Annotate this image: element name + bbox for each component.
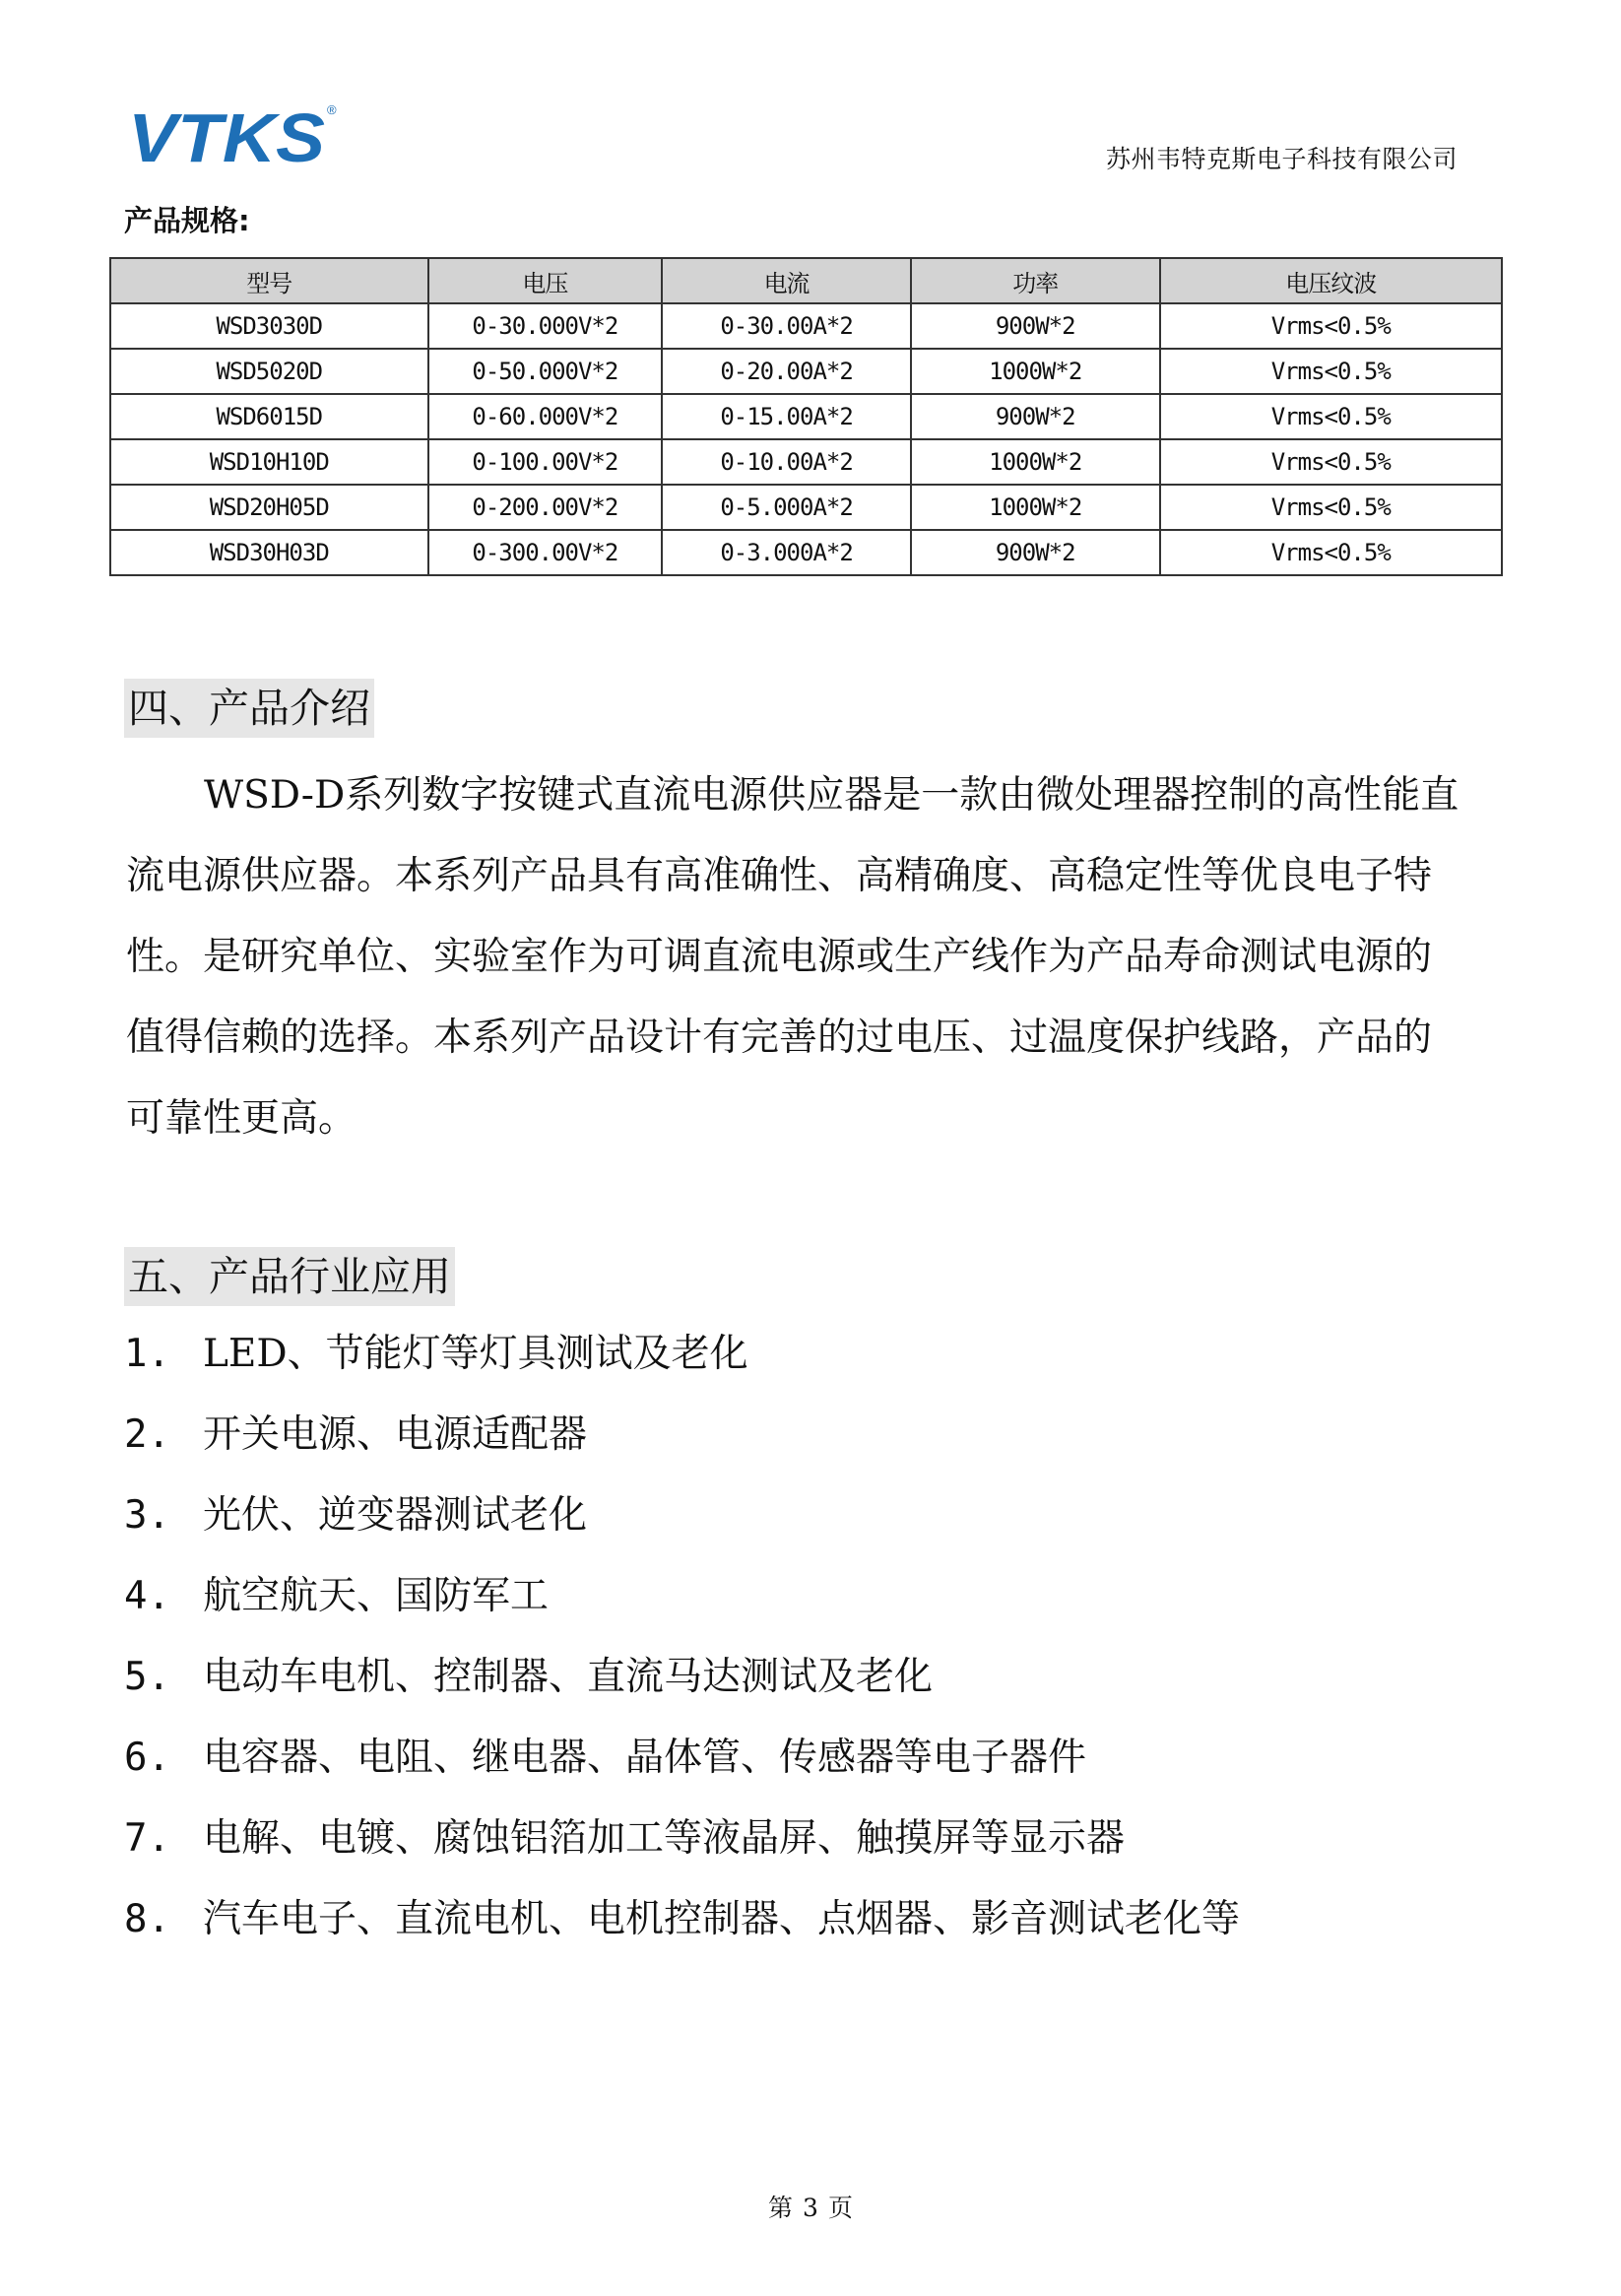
spec-table — [109, 257, 1503, 576]
cell-ripple: Vrms<0.5% — [1160, 530, 1502, 575]
cell-model: WSD5020D — [110, 349, 428, 394]
page-footer — [0, 2189, 1621, 2224]
item-number: 6. — [124, 1736, 170, 1780]
col-voltage: 电压 — [428, 258, 663, 303]
cell-voltage: 0-60.000V*2 — [428, 394, 663, 439]
item-text: 开关电源、电源适配器 — [203, 1412, 588, 1457]
applications-list — [124, 1322, 1240, 1968]
applications-heading: 五、产品行业应用 — [124, 1247, 455, 1306]
cell-current: 0-15.00A*2 — [662, 394, 911, 439]
cell-model: WSD10H10D — [110, 439, 428, 485]
list-item — [124, 1726, 1240, 1806]
company-name: 苏州韦特克斯电子科技有限公司 — [1105, 145, 1458, 173]
cell-power: 1000W*2 — [911, 485, 1160, 530]
cell-model: WSD30H03D — [110, 530, 428, 575]
cell-power: 900W*2 — [911, 394, 1160, 439]
vtks-logo — [126, 100, 343, 169]
footer-prefix: 第 — [768, 2194, 794, 2222]
col-ripple: 电压纹波 — [1160, 258, 1502, 303]
cell-current: 0-5.000A*2 — [662, 485, 911, 530]
cell-current: 0-20.00A*2 — [662, 349, 911, 394]
col-model: 型号 — [110, 258, 428, 303]
page-number: 3 — [803, 2194, 818, 2222]
list-item — [124, 1806, 1240, 1887]
item-text: 航空航天、国防军工 — [203, 1574, 550, 1618]
col-power: 功率 — [911, 258, 1160, 303]
cell-ripple: Vrms<0.5% — [1160, 394, 1502, 439]
item-number: 5. — [124, 1655, 170, 1699]
item-number: 7. — [124, 1816, 170, 1861]
cell-voltage: 0-100.00V*2 — [428, 439, 663, 485]
intro-text: WSD-D系列数字按键式直流电源供应器是一款由微处理器控制的高性能直流电源供应器。本系列产品具有高准确性、高精确度、高稳定性等优良电子特性。是研究单位、实验室作为可调直流电源或生产线作为产品寿命测试电源的值得信赖的选择。本系列产品设计有完善的过电压、过温度保护线路，产品的可靠性更高。 — [126, 773, 1459, 1141]
cell-ripple: Vrms<0.5% — [1160, 485, 1502, 530]
list-item — [124, 1564, 1240, 1645]
table-row — [110, 303, 1502, 349]
cell-voltage: 0-300.00V*2 — [428, 530, 663, 575]
spec-title: 产品规格: — [124, 204, 250, 237]
item-text: LED、节能灯等灯具测试及老化 — [203, 1332, 748, 1376]
item-number: 8. — [124, 1897, 170, 1941]
col-current: 电流 — [662, 258, 911, 303]
list-item — [124, 1483, 1240, 1564]
cell-voltage: 0-30.000V*2 — [428, 303, 663, 349]
table-row — [110, 485, 1502, 530]
cell-voltage: 0-200.00V*2 — [428, 485, 663, 530]
item-number: 3. — [124, 1493, 170, 1538]
item-text: 电动车电机、控制器、直流马达测试及老化 — [203, 1655, 934, 1699]
registered-mark: ® — [327, 102, 337, 117]
intro-paragraph — [126, 755, 1465, 1159]
cell-power: 900W*2 — [911, 530, 1160, 575]
cell-model: WSD20H05D — [110, 485, 428, 530]
cell-current: 0-30.00A*2 — [662, 303, 911, 349]
item-text: 电解、电镀、腐蚀铝箔加工等液晶屏、触摸屏等显示器 — [203, 1816, 1126, 1861]
cell-model: WSD3030D — [110, 303, 428, 349]
cell-model: WSD6015D — [110, 394, 428, 439]
cell-ripple: Vrms<0.5% — [1160, 303, 1502, 349]
table-row — [110, 349, 1502, 394]
cell-ripple: Vrms<0.5% — [1160, 439, 1502, 485]
intro-heading: 四、产品介绍 — [124, 679, 374, 738]
cell-voltage: 0-50.000V*2 — [428, 349, 663, 394]
cell-power: 900W*2 — [911, 303, 1160, 349]
list-item — [124, 1322, 1240, 1403]
footer-suffix: 页 — [827, 2194, 853, 2222]
item-text: 电容器、电阻、继电器、晶体管、传感器等电子器件 — [203, 1736, 1087, 1780]
cell-power: 1000W*2 — [911, 349, 1160, 394]
list-item — [124, 1403, 1240, 1483]
item-number: 1. — [124, 1332, 170, 1376]
table-row — [110, 530, 1502, 575]
logo-text: VTKS — [128, 100, 325, 169]
cell-current: 0-3.000A*2 — [662, 530, 911, 575]
item-text: 汽车电子、直流电机、电机控制器、点烟器、影音测试老化等 — [203, 1897, 1241, 1941]
item-number: 4. — [124, 1574, 170, 1618]
item-number: 2. — [124, 1412, 170, 1457]
table-row — [110, 439, 1502, 485]
cell-power: 1000W*2 — [911, 439, 1160, 485]
table-row — [110, 394, 1502, 439]
list-item — [124, 1645, 1240, 1726]
spec-header-row — [110, 258, 1502, 303]
cell-ripple: Vrms<0.5% — [1160, 349, 1502, 394]
item-text: 光伏、逆变器测试老化 — [203, 1493, 588, 1538]
cell-current: 0-10.00A*2 — [662, 439, 911, 485]
list-item — [124, 1887, 1240, 1968]
